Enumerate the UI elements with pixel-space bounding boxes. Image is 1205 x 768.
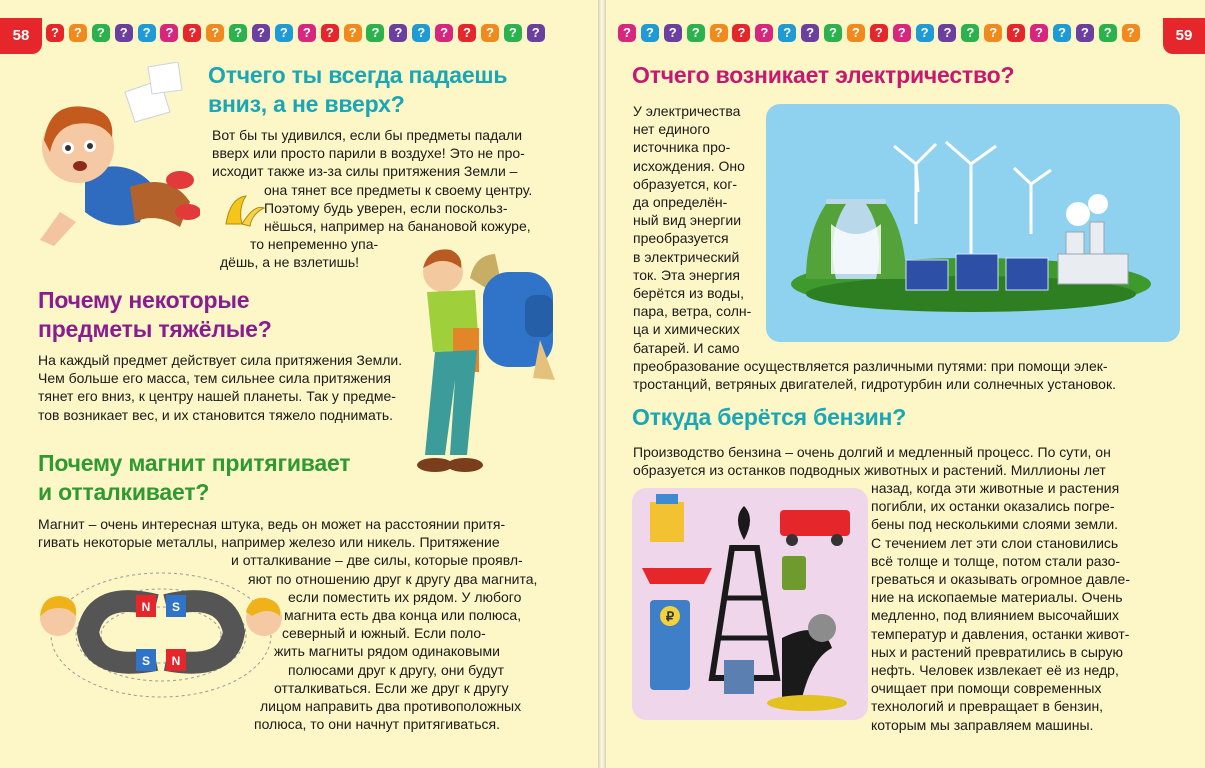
boy-shoe-1 (166, 171, 194, 189)
question-mark-icon: ? (1053, 24, 1071, 42)
question-mark-icon: ? (801, 24, 819, 42)
title-magnet: Почему магнит притягивает и отталкивает? (38, 450, 351, 505)
question-mark-icon: ? (687, 24, 705, 42)
book-gutter (598, 0, 606, 768)
question-mark-icon: ? (755, 24, 773, 42)
page-right (606, 0, 1205, 768)
question-mark-icon: ? (893, 24, 911, 42)
magnets-illustration (36, 560, 286, 710)
paper-sheet-2 (148, 62, 182, 94)
question-mark-icon: ? (710, 24, 728, 42)
text-electricity-wide: преобразование осуществляется различными путями: при помощи элек- тростанций, ветряных двигателей, гидротурбин или солнечных установок. (633, 358, 1116, 393)
oil-barrel (724, 660, 754, 694)
power-station-illustration (766, 104, 1180, 342)
text-petrol-wide: Производство бензина – очень долгий и медленный процесс. По сути, он образуется из останков подводных животных и растений. Миллионы лет (633, 444, 1111, 479)
oil-tanker-ship (642, 568, 712, 584)
question-mark-icon: ? (527, 24, 545, 42)
boy2-trousers (425, 350, 477, 455)
text-heavy: На каждый предмет действует сила притяжения Земли. Чем больше его масса, тем сильнее сила притяжения тянет его вниз, к центру нашей планеты. Так у предме- тов возникает вес, и их становится тяжело поднимать. (38, 352, 403, 423)
question-mark-icon: ? (618, 24, 636, 42)
question-mark-icon: ? (412, 24, 430, 42)
question-mark-icon: ? (138, 24, 156, 42)
question-mark-icon: ? (206, 24, 224, 42)
question-mark-icon: ? (732, 24, 750, 42)
page-number-right: 59 (1163, 18, 1205, 54)
fuel-canister (782, 556, 806, 590)
pole-label-n2: N (171, 654, 181, 668)
question-mark-icon: ? (344, 24, 362, 42)
question-mark-icon: ? (984, 24, 1002, 42)
tank-truck (780, 510, 850, 536)
question-mark-icon: ? (298, 24, 316, 42)
oil-industry-illustration (632, 488, 868, 720)
title-petrol: Откуда берётся бензин? (632, 404, 907, 430)
question-mark-icon: ? (916, 24, 934, 42)
question-mark-icon: ? (1122, 24, 1140, 42)
question-mark-icon: ? (938, 24, 956, 42)
question-mark-icon: ? (92, 24, 110, 42)
question-mark-icon: ? (1007, 24, 1025, 42)
question-mark-icon: ? (229, 24, 247, 42)
page-left (0, 0, 598, 768)
text-magnet: Магнит – очень интересная штука, ведь он может на расстоянии притя- гивать некоторые металлы, например железо или никель. Притяжение и отталкивание – две силы, которые проявл- яют по отношению друг к другу два магнита, если поместить их рядом. У любого магнита есть два конца или полюса, северный и южный. Если поло- жить магниты рядом одинаковыми полюсами друг к другу, они будут отталкиваться. Если же друг к другу лицом направить два противоположных полюса, то они начнут притягиваться. (38, 516, 538, 733)
text-petrol-narrow: назад, когда эти животные и растения погибли, их останки оказались погре- бены под несколькими слоями земли. С течением лет эти слои становились всё толще и толще, потом стали разо- греваться и оказывать огромное давле- ние на ископаемые материалы. Очень медленно, под влиянием высочайших температур и давления, останки живот- ных и растений превратились в сырую нефть. Человек извлекает её из недр, очищает при помощи современных технологий и превращает в бензин, которым мы заправляем машины. (871, 480, 1130, 733)
question-mark-icon: ? (115, 24, 133, 42)
boy-mouth (73, 161, 87, 171)
question-mark-icon: ? (847, 24, 865, 42)
question-mark-icon: ? (252, 24, 270, 42)
boy-arm (40, 212, 76, 246)
question-mark-icon: ? (366, 24, 384, 42)
question-mark-icon: ? (458, 24, 476, 42)
question-mark-icon: ? (961, 24, 979, 42)
question-mark-icon: ? (641, 24, 659, 42)
question-mark-icon: ? (160, 24, 178, 42)
question-mark-icon: ? (46, 24, 64, 42)
question-mark-icon: ? (1076, 24, 1094, 42)
question-mark-icon: ? (1099, 24, 1117, 42)
question-mark-icon: ? (481, 24, 499, 42)
text-electricity-narrow: У электричества нет единого источника про- исхождения. Оно образуется, ког- да определён- ный вид энергии преобразуется в электрический ток. Эта энергия берётся из воды, пара, ветра, солн- ца и химических батарей. И само (633, 103, 752, 356)
question-mark-icon: ? (664, 24, 682, 42)
question-mark-icon: ? (275, 24, 293, 42)
pole-label-n1: N (141, 600, 151, 614)
question-mark-icon: ? (504, 24, 522, 42)
boy-shoe-2 (175, 204, 200, 220)
title-electricity: Отчего возникает электричество? (632, 62, 1015, 88)
question-mark-strip-left (46, 24, 545, 42)
pole-label-s1: S (141, 654, 151, 668)
pole-label-s2: S (171, 600, 181, 614)
question-mark-icon: ? (435, 24, 453, 42)
question-mark-icon: ? (870, 24, 888, 42)
question-mark-icon: ? (183, 24, 201, 42)
question-mark-strip-right (618, 24, 1140, 42)
question-mark-icon: ? (389, 24, 407, 42)
question-mark-icon: ? (69, 24, 87, 42)
title-fall: Отчего ты всегда падаешь вниз, а не вверх? (208, 62, 508, 117)
question-mark-icon: ? (1030, 24, 1048, 42)
boy-backpack-illustration (405, 240, 580, 485)
question-mark-icon: ? (778, 24, 796, 42)
title-heavy: Почему некоторые предметы тяжёлые? (38, 287, 272, 342)
text-fall: Вот бы ты удивился, если бы предметы падали вверх или просто парили в воздухе! Это не про- исходит также из-за силы притяжения Земли – она тянет все предметы к своему центру. Поэтому будь уверен, если поскольз- нёшься, например на банановой кожуре, то непременно упа- дёшь, а не взлетишь! (212, 127, 533, 271)
question-mark-icon: ? (321, 24, 339, 42)
storage-tank (650, 502, 684, 542)
pump-sign-text: ₽ (665, 609, 675, 624)
page-number-left: 58 (0, 18, 42, 54)
falling-boy-illustration (30, 62, 200, 252)
question-mark-icon: ? (824, 24, 842, 42)
